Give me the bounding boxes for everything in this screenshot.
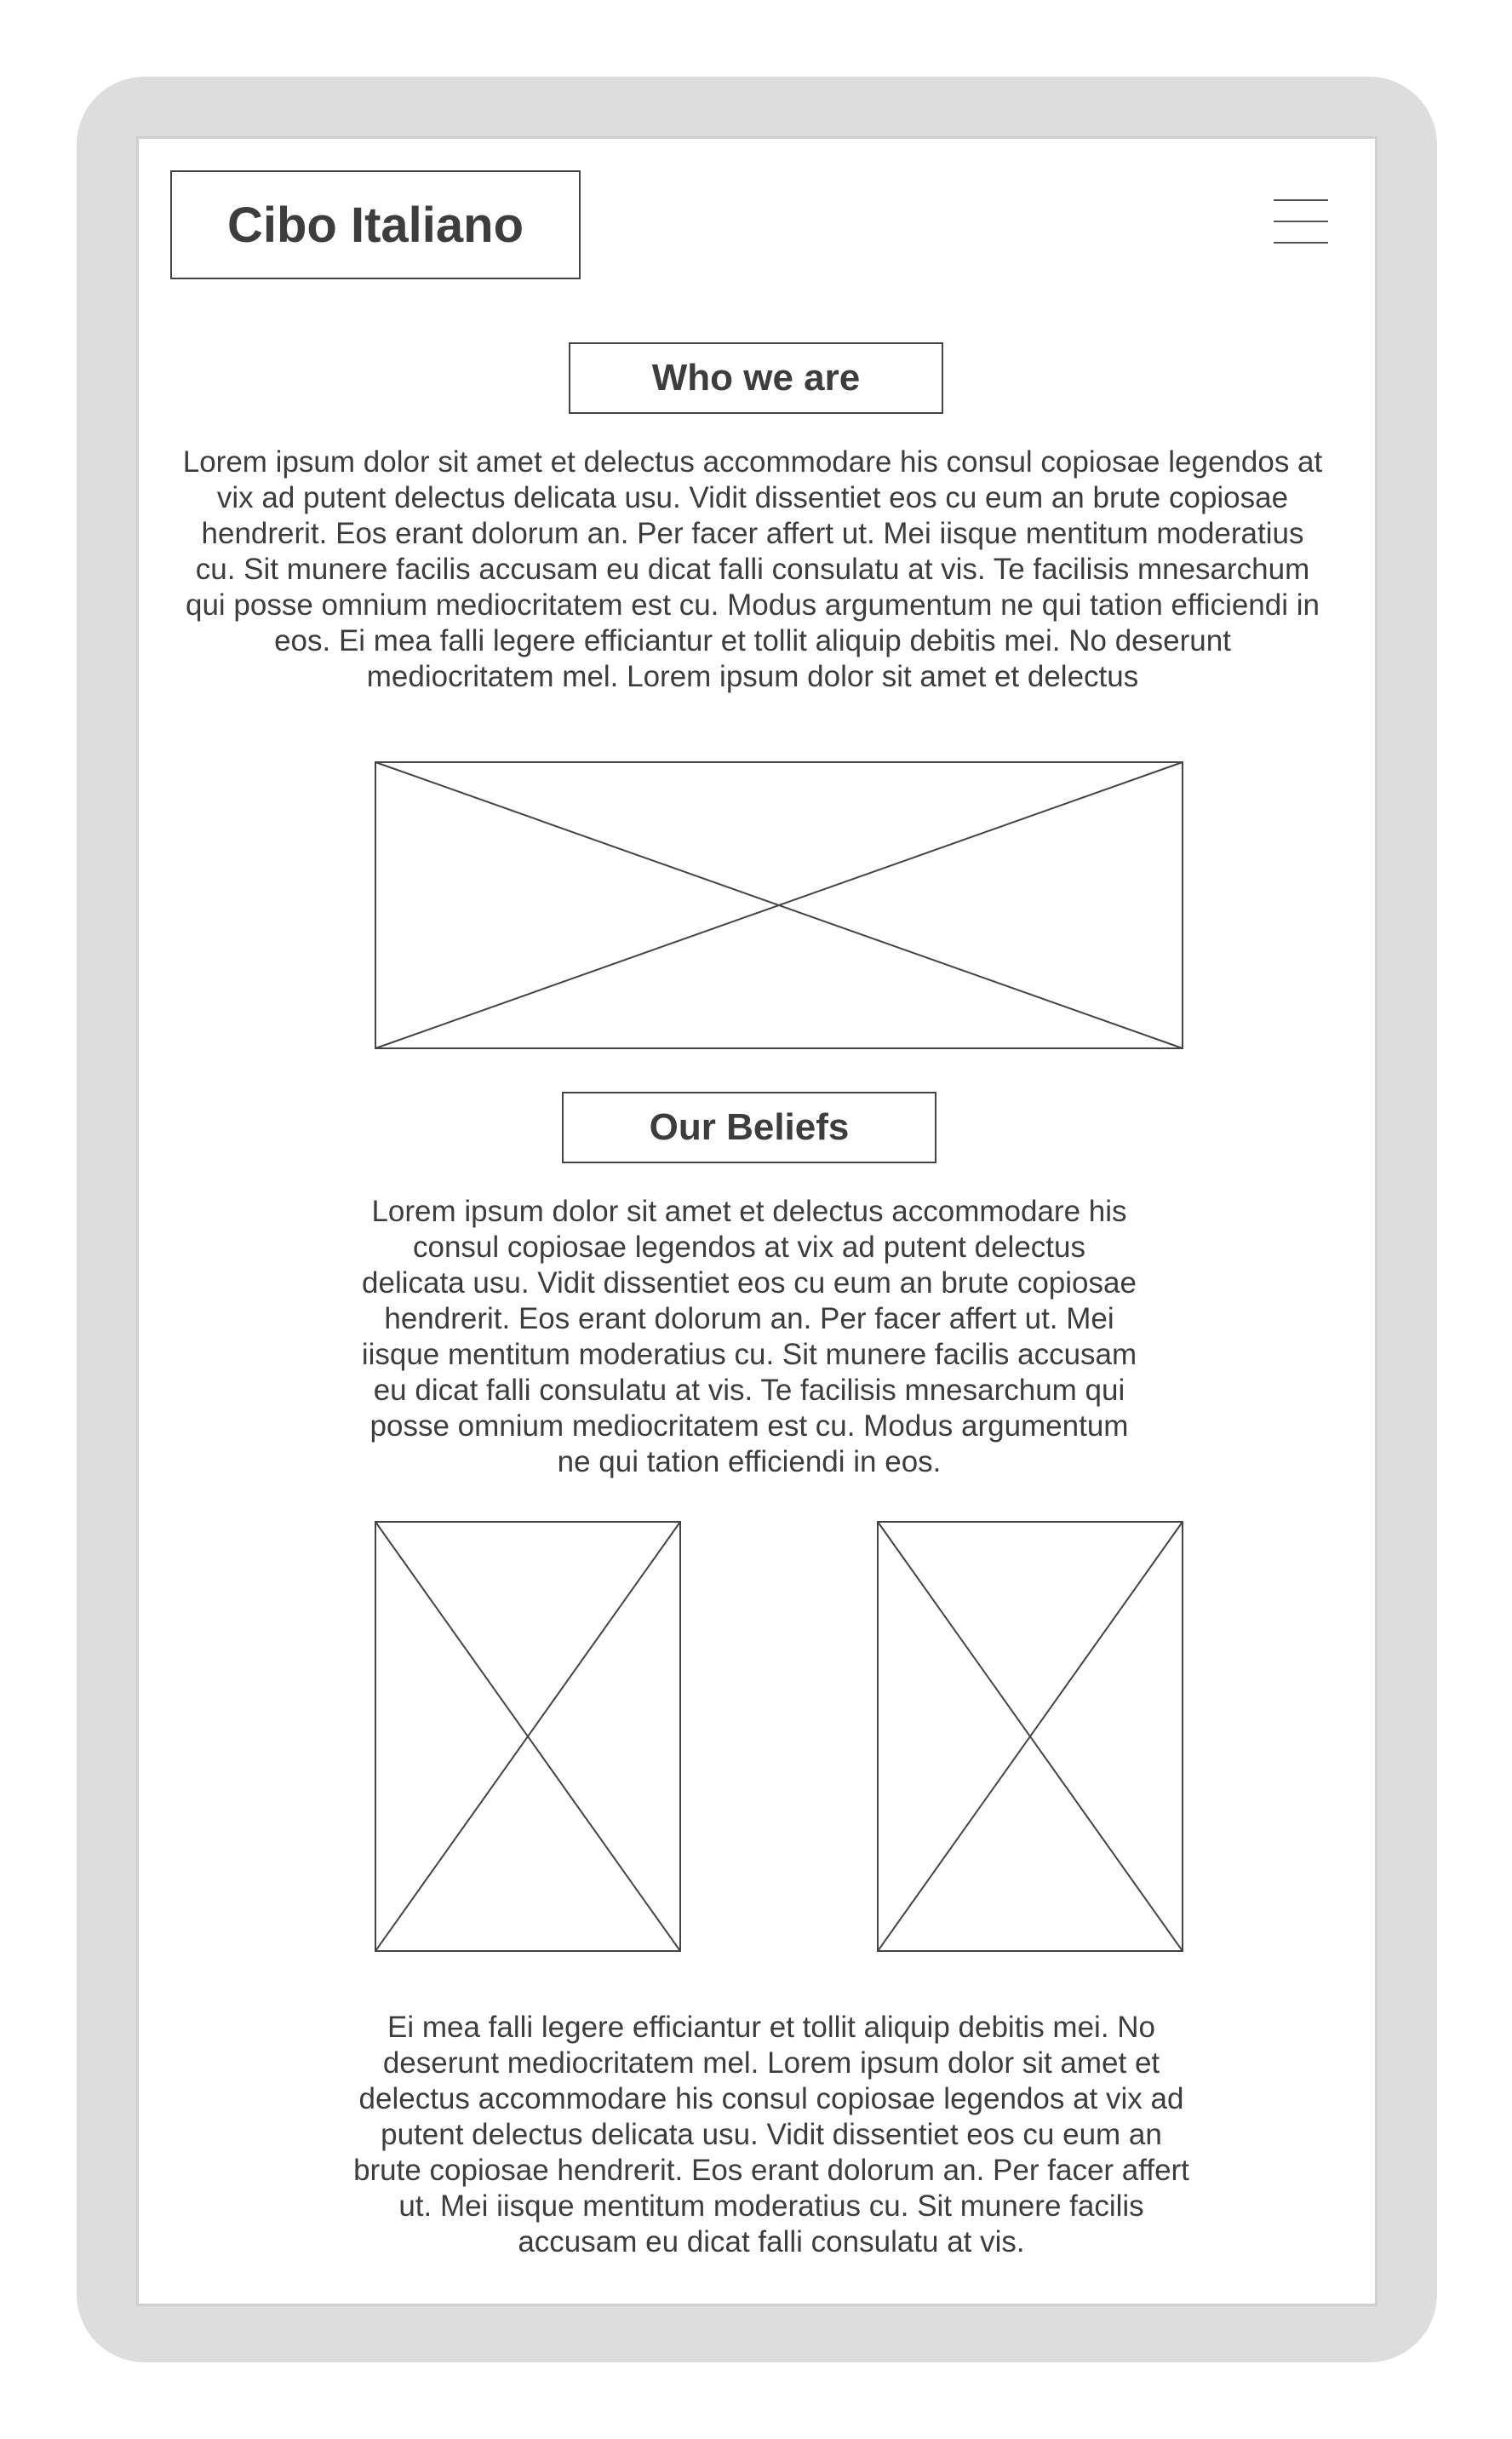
who-we-are-heading: Who we are: [569, 342, 943, 414]
who-we-are-text: Lorem ipsum dolor sit amet et delectus accommodare his consul copiosae legendos at vix ad putent delectus delicata usu. Vidit dissentiet eos cu eum an brute copiosae hendrerit. Eos erant dolorum an. Per facer affert ut. Mei iisque mentitum moderatius cu. Sit munere facilis accusam eu dicat falli consulatu at vis. Te facilisis mnesarchum qui posse omnium mediocritatem est cu. Modus argumentum ne qui tation efficiendi in eos. Ei mea falli legere efficiantur et tollit aliquip debitis mei. No deserunt mediocritatem mel. Lorem ipsum dolor sit amet et delectus: [182, 445, 1323, 693]
image-placeholder-right: [877, 1521, 1183, 1952]
our-beliefs-heading: Our Beliefs: [562, 1092, 936, 1163]
hamburger-menu-icon[interactable]: [1274, 196, 1328, 247]
our-beliefs-text: Lorem ipsum dolor sit amet et delectus accommodare his consul copiosae legendos at vix ad putent delectus delicata usu. Vidit dissentiet eos cu eum an brute copiosae hendrerit. Eos erant dolorum an. Per facer affert ut. Mei iisque mentitum moderatius cu. Sit munere facilis accusam eu dicat falli consulatu at vis. Te facilisis mnesarchum qui posse omnium mediocritatem est cu. Modus argumentum ne qui tation efficiendi in eos.: [361, 1195, 1137, 1478]
image-placeholder-left: [375, 1521, 681, 1952]
image-placeholder-wide: [375, 761, 1183, 1049]
our-beliefs-footer-text: Ei mea falli legere efficiantur et tollit aliquip debitis mei. No deserunt mediocritatem mel. Lorem ipsum dolor sit amet et delectus accommodare his consul copiosae legendos at vix ad putent delectus delicata usu. Vidit dissentiet eos cu eum an brute copiosae hendrerit. Eos erant dolorum an. Per facer affert ut. Mei iisque mentitum moderatius cu. Sit munere facilis accusam eu dicat falli consulatu at vis.: [353, 2011, 1189, 2258]
logo[interactable]: Cibo Italiano: [170, 170, 581, 279]
